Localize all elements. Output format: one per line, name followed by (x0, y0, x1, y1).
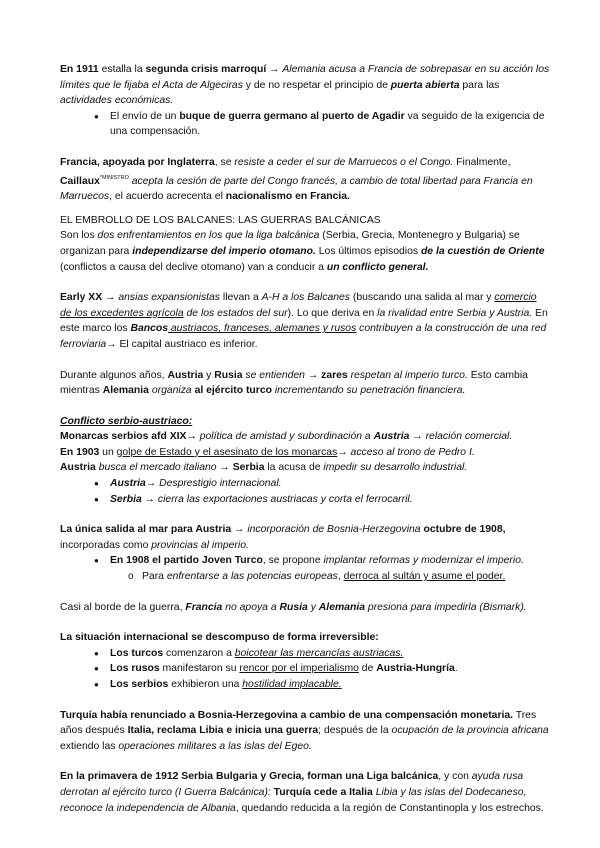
sub-list-item: o Para enfrentarse a las potencias europeas, derroca al sultán y asume el poder. (60, 569, 550, 585)
paragraph-austria-italian-market: Austria busca el mercado italiano → Serbia la acusa de impedir su desarrollo industrial. (60, 462, 468, 474)
list-item: ● Los rusos manifestaron su rencor por el imperialismo de Austria-Hungría. (60, 661, 550, 677)
paragraph-france-england: Francia, apoyada por Inglaterra, se resiste a ceder el sur de Marruecos o el Congo. Finalmente, Caillaux$^{*MINISTRO}$ acepta la cesión de parte del Congo francés, a cambio de total libertad para Francia en Marruecos, el acuerdo acrecenta el nacionalismo en Francia. (60, 156, 533, 203)
bullet-list-situation (60, 646, 550, 693)
bullet-list-agadir (60, 109, 550, 140)
bullet-list-conflict (60, 476, 550, 507)
paragraph-austria-russia: Durante algunos años, Austria y Rusia se entienden → zares respetan al imperio turco. Esto cambia mientras Alemania organiza al ejército turco incrementando su penetración financiera. (60, 369, 528, 397)
paragraph-first-balkan-war: En la primavera de 1912 Serbia Bulgaria y Grecia, forman una Liga balcánica, y con ayuda rusa derrotan al ejército turco (I Guerra Balcánica): Turquía cede a Italia Libia y las islas del Dodecaneso, reconoce la independencia de Albania, quedando reducida a la región de Constantinopla y los estrechos. (60, 771, 544, 814)
list-item: ● Los serbios exhibieron una hostilidad implacable. (60, 677, 550, 693)
section-heading-balkans: EL EMBROLLO DE LOS BALCANES: LAS GUERRAS BALCÁNICAS (60, 214, 381, 226)
subheading-serbian-austrian-conflict: Conflicto serbio-austriaco: (60, 415, 193, 427)
paragraph-second-moroccan-crisis: En 1911 estalla la segunda crisis marroquí → Alemania acusa a Francia de sobrepasar en su acción los límites que le fijaba el Acta de Algeciras y de no respetar el principio de puerta abierta para las actividades económicas. (60, 64, 550, 107)
list-item: ● El envío de un buque de guerra germano al puerto de Agadir va seguido de la exigencia de una compensación. (60, 109, 550, 140)
paragraph-edge-of-war: Casi al borde de la guerra, Francia no apoya a Rusia y Alemania presiona para impedirla (Bismark). (60, 601, 527, 613)
list-item: ● Austria→ Desprestigio internacional. (60, 476, 550, 492)
list-item: ● Serbia → cierra las exportaciones austriacas y corta el ferrocarril. (60, 492, 550, 508)
paragraph-balkan-league: Son los dos enfrentamientos en los que la liga balcánica (Serbia, Grecia, Montenegro y Bulgaria) se organizan para independizarse del imperio otomano. Los últimos episodios de la cuestión de Oriente (conflictos a causa del declive otomano) van a conducir a un conflicto general. (60, 230, 545, 273)
paragraph-turkey-italy: Turquía había renunciado a Bosnia-Herzegovina a cambio de una compensación monetaria. Tres años después Italia, reclama Libia e inicia una guerra; después de la ocupación de la provincia africana extiendo las operaciones militares a las islas del Egeo. (60, 709, 549, 752)
document-page (60, 62, 550, 816)
list-item: ● Los turcos comenzaron a boicotear las mercancías austriacas. (60, 646, 550, 662)
paragraph-serbian-monarchs: Monarcas serbios afd XIX→ política de amistad y subordinación a Austria → relación comercial. (60, 431, 513, 443)
paragraph-early-xx: Early XX → ansias expansionistas llevan a A-H a los Balcanes (buscando una salida al mar y comercio de los excedentes agrícola de los estados del sur). Lo que deriva en la rivalidad entre Serbia y Austria. En este marco los Bancos austriacos, franceses, alemanes y rusos contribuyen a la construcción de una red ferroviaria→ El capital austriaco es inferior. (60, 292, 548, 350)
paragraph-international-situation: La situación internacional se descompuso de forma irreversible: (60, 632, 379, 644)
paragraph-coup-1903: En 1903 un golpe de Estado y el asesinato de los monarcas→ acceso al trono de Pedro I. (60, 446, 475, 458)
list-item: ● En 1908 el partido Joven Turco, se propone implantar reformas y modernizar el imperio. (60, 553, 550, 569)
paragraph-bosnia-1908: La única salida al mar para Austria → incorporación de Bosnia-Herzegovina octubre de 1908, incorporadas como provincias al imperio. (60, 524, 506, 551)
bullet-list-young-turks (60, 553, 550, 584)
